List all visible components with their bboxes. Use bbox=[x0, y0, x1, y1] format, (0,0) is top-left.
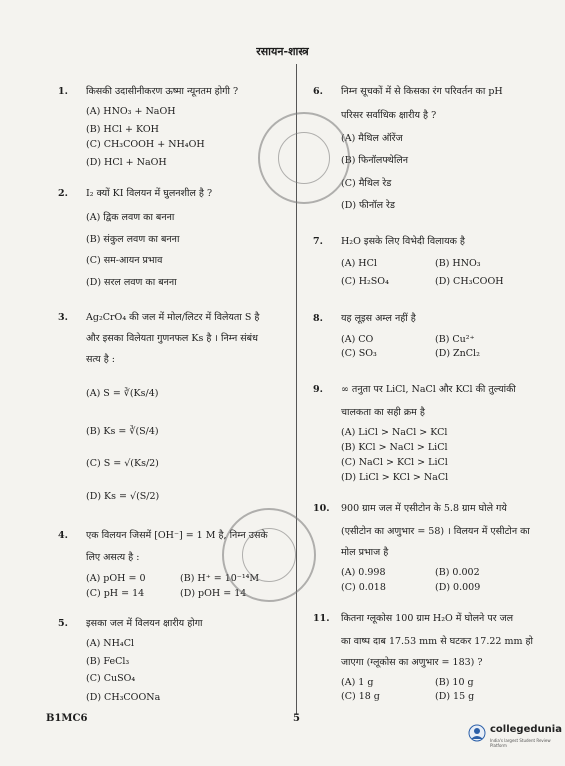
question-text-line-2: और इसका विलेयता गुणनफल Ks है । निम्न संबंध bbox=[86, 333, 258, 344]
option-d: (D) फीनॉल रेड bbox=[341, 200, 395, 211]
question-number: 2. bbox=[58, 188, 68, 199]
question-number: 4. bbox=[58, 530, 68, 541]
question-text-line-2: चालकता का सही क्रम है bbox=[341, 407, 425, 418]
question-number: 11. bbox=[313, 613, 330, 624]
stamp-inner-ring bbox=[242, 528, 296, 582]
question-text-line-1: कितना ग्लूकोस 100 ग्राम H₂O में घोलने पर जल bbox=[341, 613, 514, 624]
question-text-line-2: का वाष्प दाब 17.53 mm से घटकर 17.22 mm हो bbox=[341, 636, 533, 647]
board-stamp-middle bbox=[222, 508, 316, 602]
question-number: 8. bbox=[313, 313, 323, 324]
question-number: 3. bbox=[58, 312, 68, 323]
board-stamp-top bbox=[258, 112, 350, 204]
option-b: (B) Ks = ∛(S/4) bbox=[86, 426, 159, 437]
question-text-line-2: लिए असत्य है : bbox=[86, 552, 140, 563]
question-text-line-2: परिसर सर्वाधिक क्षारीय है ? bbox=[341, 110, 437, 121]
collegedunia-logo bbox=[468, 722, 562, 752]
question-text-line-3: सत्य है : bbox=[86, 354, 115, 365]
option-a: (A) HCl bbox=[341, 258, 377, 269]
question-number: 9. bbox=[313, 384, 323, 395]
option-a: (A) S = ∛(Ks/4) bbox=[86, 388, 159, 399]
option-c: (C) CuSO₄ bbox=[86, 673, 136, 684]
option-b: (B) KCl > NaCl > LiCl bbox=[341, 442, 448, 453]
question-text-line-1: Ag₂CrO₄ की जल में मोल/लिटर में विलेयता S है bbox=[86, 312, 260, 323]
option-a: (A) HNO₃ + NaOH bbox=[86, 106, 176, 117]
question-text: यह लूइस अम्ल नहीं है bbox=[341, 313, 416, 324]
option-a: (A) LiCl > NaCl > KCl bbox=[341, 427, 448, 438]
question-text-line-1: 900 ग्राम जल में एसीटोन के 5.8 ग्राम घोले गये bbox=[341, 503, 507, 514]
option-b: (B) HCl + KOH bbox=[86, 124, 159, 135]
option-c: (C) SO₃ bbox=[341, 348, 377, 359]
option-d: (D) pOH = 14 bbox=[180, 588, 247, 599]
option-d: (D) सरल लवण का बनना bbox=[86, 277, 177, 288]
paper-code: B1MC6 bbox=[46, 713, 88, 724]
option-d: (D) HCl + NaOH bbox=[86, 157, 167, 168]
option-d: (D) 15 g bbox=[435, 691, 475, 702]
option-c: (C) 0.018 bbox=[341, 582, 386, 593]
question-text-line-1: निम्न सूचकों में से किसका रंग परिवर्तन का pH bbox=[341, 86, 503, 97]
question-text-line-3: मोल प्रभाज है bbox=[341, 547, 389, 558]
question-number: 7. bbox=[313, 236, 323, 247]
option-c: (C) pH = 14 bbox=[86, 588, 145, 599]
question-text-line-1: एक विलयन जिसमें [OH⁻] = 1 M है, निम्न उसके bbox=[86, 530, 268, 541]
logo-mark-icon bbox=[468, 724, 486, 742]
option-b: (B) H⁺ = 10⁻¹⁴M bbox=[180, 573, 260, 584]
option-d: (D) Ks = √(S/2) bbox=[86, 491, 160, 502]
question-text-line-2: (एसीटोन का अणुभार = 58) । विलयन में एसीटोन का bbox=[341, 526, 530, 537]
question-text: किसकी उदासीनीकरण ऊष्मा न्यूनतम होगी ? bbox=[86, 86, 239, 97]
option-d: (D) CH₃COOH bbox=[435, 276, 504, 287]
option-d: (D) ZnCl₂ bbox=[435, 348, 480, 359]
option-a: (A) द्विक लवण का बनना bbox=[86, 212, 175, 223]
option-c: (C) S = √(Ks/2) bbox=[86, 458, 159, 469]
option-a: (A) मैथिल ऑरेंज bbox=[341, 133, 403, 144]
option-a: (A) CO bbox=[341, 334, 374, 345]
question-text: H₂O इसके लिए विभेदी विलायक है bbox=[341, 236, 465, 247]
page-number: 5 bbox=[293, 713, 300, 724]
option-a: (A) NH₄Cl bbox=[86, 638, 135, 649]
option-c: (C) सम-आयन प्रभाव bbox=[86, 255, 163, 266]
option-a: (A) 1 g bbox=[341, 677, 374, 688]
logo-tagline: India's largest Student Review Platform bbox=[490, 738, 551, 748]
question-number: 5. bbox=[58, 618, 68, 629]
option-a: (A) pOH = 0 bbox=[86, 573, 146, 584]
option-d: (D) 0.009 bbox=[435, 582, 481, 593]
option-c: (C) मैथिल रेड bbox=[341, 178, 392, 189]
question-number: 1. bbox=[58, 86, 68, 97]
question-text-line-3: जाएगा (ग्लूकोस का अणुभार = 183) ? bbox=[341, 657, 483, 668]
option-b: (B) संकुल लवण का बनना bbox=[86, 234, 180, 245]
question-text: इसका जल में विलयन क्षारीय होगा bbox=[86, 618, 203, 629]
option-b: (B) Cu²⁺ bbox=[435, 334, 475, 345]
option-d: (D) LiCl > KCl > NaCl bbox=[341, 472, 449, 483]
option-b: (B) HNO₃ bbox=[435, 258, 481, 269]
option-c: (C) 18 g bbox=[341, 691, 380, 702]
option-d: (D) CH₃COONa bbox=[86, 692, 161, 703]
option-a: (A) 0.998 bbox=[341, 567, 386, 578]
option-c: (C) NaCl > KCl > LiCl bbox=[341, 457, 448, 468]
option-b: (B) 0.002 bbox=[435, 567, 480, 578]
question-number: 10. bbox=[313, 503, 330, 514]
question-number: 6. bbox=[313, 86, 323, 97]
logo-name: collegedunia bbox=[490, 724, 562, 735]
question-text: I₂ क्यों KI विलयन में घुलनशील है ? bbox=[86, 188, 213, 199]
option-b: (B) 10 g bbox=[435, 677, 474, 688]
option-c: (C) CH₃COOH + NH₄OH bbox=[86, 139, 205, 150]
question-text-line-1: ∞ तनुता पर LiCl, NaCl और KCl की तुल्यांकी bbox=[341, 384, 516, 395]
option-b: (B) FeCl₃ bbox=[86, 656, 130, 667]
option-b: (B) फिनॉलफ्थेलिन bbox=[341, 155, 409, 166]
stamp-inner-ring bbox=[278, 132, 330, 184]
page-title: रसायन-शास्त्र bbox=[256, 45, 309, 58]
option-c: (C) H₂SO₄ bbox=[341, 276, 389, 287]
